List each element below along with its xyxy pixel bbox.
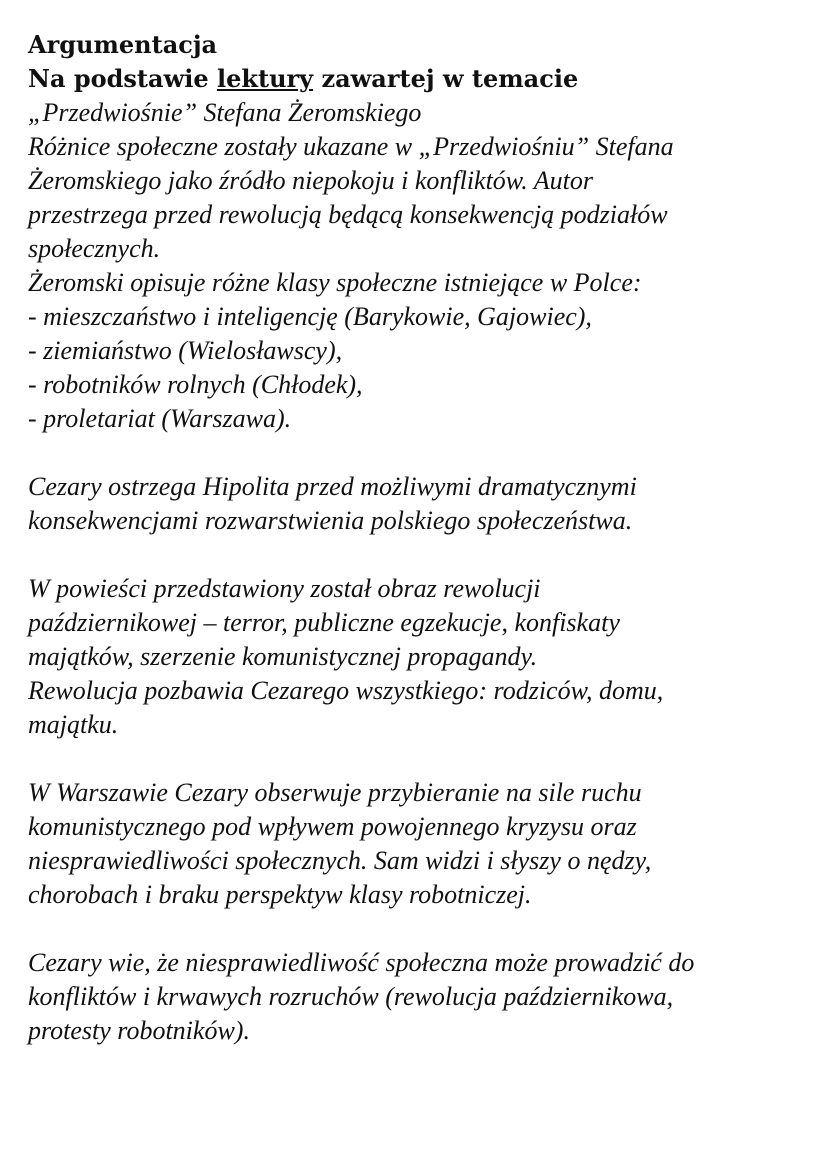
list-item: - ziemiaństwo (Wielosławscy), <box>28 336 343 365</box>
list-item: - robotników rolnych (Chłodek), <box>28 370 363 399</box>
text-line: przestrzega przed rewolucją będącą konsekwencją podziałów <box>28 200 668 229</box>
paragraph-gap <box>28 742 818 776</box>
text-line: W powieści przedstawiony został obraz rewolucji <box>28 574 541 603</box>
paragraph-gap <box>28 436 818 470</box>
text-line: majątków, szerzenie komunistycznej propagandy. <box>28 642 538 671</box>
subtitle-after: zawartej w temacie <box>313 64 579 93</box>
list-item: - proletariat (Warszawa). <box>28 404 292 433</box>
text-line: konfliktów i krwawych rozruchów (rewolucja październikowa, <box>28 982 674 1011</box>
text-line: Cezary ostrzega Hipolita przed możliwymi dramatycznymi <box>28 472 637 501</box>
text-line: W Warszawie Cezary obserwuje przybieranie na sile ruchu <box>28 778 642 807</box>
text-line: Żeromski opisuje różne klasy społeczne istniejące w Polce: <box>28 268 642 297</box>
text-line: konsekwencjami rozwarstwienia polskiego społeczeństwa. <box>28 506 633 535</box>
list-item: - mieszczaństwo i inteligencję (Barykowie, Gajowiec), <box>28 302 592 331</box>
text-line: niesprawiedliwości społecznych. Sam widzi i słyszy o nędzy, <box>28 846 652 875</box>
text-line: Rewolucja pozbawia Cezarego wszystkiego: rodziców, domu, <box>28 676 664 705</box>
text-line: październikowej – terror, publiczne egzekucje, konfiskaty <box>28 608 620 637</box>
heading-subtitle <box>28 62 818 96</box>
topic-line: „Przedwiośnie” Stefana Żeromskiego <box>28 98 422 127</box>
subtitle-before: Na podstawie <box>28 64 217 93</box>
lektury-link[interactable]: lektury <box>216 64 314 93</box>
text-line: społecznych. <box>28 234 161 263</box>
text-line: Żeromskiego jako źródło niepokoju i konfliktów. Autor <box>28 166 593 195</box>
document-page <box>28 28 818 1048</box>
heading-title: Argumentacja <box>28 30 218 59</box>
paragraph-gap <box>28 538 818 572</box>
text-line: Różnice społeczne zostały ukazane w „Przedwiośniu” Stefana <box>28 132 674 161</box>
paragraph-gap <box>28 912 818 946</box>
text-line: protesty robotników). <box>28 1016 250 1045</box>
text-line: majątku. <box>28 710 119 739</box>
text-line: Cezary wie, że niesprawiedliwość społeczna może prowadzić do <box>28 948 695 977</box>
text-line: chorobach i braku perspektyw klasy robotniczej. <box>28 880 532 909</box>
text-line: komunistycznego pod wpływem powojennego kryzysu oraz <box>28 812 637 841</box>
